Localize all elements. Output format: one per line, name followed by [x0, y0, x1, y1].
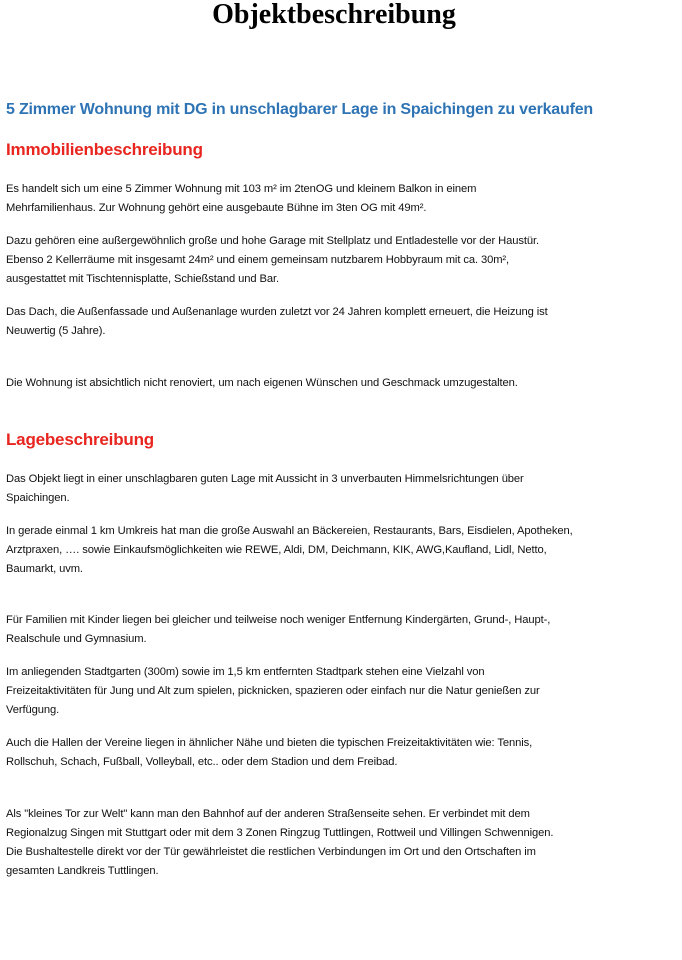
- text-line: Für Familien mit Kinder liegen bei gleicher und teilweise noch weniger Entfernung Kindergärten, Grund-, Haupt-,: [6, 614, 551, 626]
- text-line: Neuwertig (5 Jahre).: [6, 325, 106, 337]
- text-line: Realschule und Gymnasium.: [6, 633, 147, 645]
- paragraph-renovierung: [6, 374, 662, 393]
- paragraph-garage-keller: [6, 232, 662, 289]
- paragraph-lage-verkehr: [6, 805, 662, 881]
- text-line: Im anliegenden Stadtgarten (300m) sowie im 1,5 km entfernten Stadtpark stehen eine Vielzahl von: [6, 666, 485, 678]
- paragraph-lage-einkauf: [6, 522, 662, 579]
- text-line: Dazu gehören eine außergewöhnlich große und hohe Garage mit Stellplatz und Entladestelle vor der Haustür.: [6, 235, 540, 247]
- section-heading-immobilienbeschreibung: Immobilienbeschreibung: [6, 140, 203, 159]
- text-line: Regionalzug Singen mit Stuttgart oder mit dem 3 Zonen Ringzug Tuttlingen, Rottweil und Villingen Schwennigen.: [6, 827, 554, 839]
- text-line: Ebenso 2 Kellerräume mit insgesamt 24m² und einem gemeinsam nutzbarem Hobbyraum mit ca. 30m²,: [6, 254, 510, 266]
- text-line: Verfügung.: [6, 704, 60, 716]
- text-line: Freizeitaktivitäten für Jung und Alt zum spielen, picknicken, spazieren oder einfach nur die Natur genießen zur: [6, 685, 540, 697]
- text-line: Auch die Hallen der Vereine liegen in ähnlicher Nähe und bieten die typischen Freizeitaktivitäten wie: Tennis,: [6, 737, 533, 749]
- text-line: ausgestattet mit Tischtennisplatte, Schießstand und Bar.: [6, 273, 279, 285]
- text-line: Mehrfamilienhaus. Zur Wohnung gehört eine ausgebaute Bühne im 3ten OG mit 49m².: [6, 202, 427, 214]
- text-line: Das Dach, die Außenfassade und Außenanlage wurden zuletzt vor 24 Jahren komplett erneuert, die Heizung ist: [6, 306, 548, 318]
- text-line: Spaichingen.: [6, 492, 70, 504]
- text-line: Arztpraxen, …. sowie Einkaufsmöglichkeiten wie REWE, Aldi, DM, Deichmann, KIK, AWG,Kaufland, Lidl, Netto,: [6, 544, 547, 556]
- text-line: Die Wohnung ist absichtlich nicht renoviert, um nach eigenen Wünschen und Geschmack umzugestalten.: [6, 377, 518, 389]
- text-line: gesamten Landkreis Tuttlingen.: [6, 865, 159, 877]
- text-line: Das Objekt liegt in einer unschlagbaren guten Lage mit Aussicht in 3 unverbauten Himmelsrichtungen über: [6, 473, 524, 485]
- paragraph-lage-aussicht: [6, 470, 662, 508]
- paragraph-lage-familien: [6, 611, 662, 649]
- text-line: Baumarkt, uvm.: [6, 563, 83, 575]
- paragraph-lage-freizeit: [6, 663, 662, 720]
- section-heading-lagebeschreibung: Lagebeschreibung: [6, 430, 154, 449]
- paragraph-wohnung: [6, 180, 662, 218]
- text-line: Die Bushaltestelle direkt vor der Tür gewährleistet die restlichen Verbindungen im Ort und den Ortschaften im: [6, 846, 536, 858]
- text-line: Es handelt sich um eine 5 Zimmer Wohnung mit 103 m² im 2tenOG und kleinem Balkon in einem: [6, 183, 477, 195]
- paragraph-lage-vereine: [6, 734, 662, 772]
- document-title: Objektbeschreibung: [212, 0, 456, 30]
- text-line: In gerade einmal 1 km Umkreis hat man die große Auswahl an Bäckereien, Restaurants, Bars, Eisdielen, Apotheken,: [6, 525, 573, 537]
- document-subtitle: 5 Zimmer Wohnung mit DG in unschlagbarer Lage in Spaichingen zu verkaufen: [6, 101, 593, 118]
- text-line: Als "kleines Tor zur Welt" kann man den Bahnhof auf der anderen Straßenseite sehen. Er verbindet mit dem: [6, 808, 530, 820]
- paragraph-dach-heizung: [6, 303, 662, 341]
- text-line: Rollschuh, Schach, Fußball, Volleyball, etc.. oder dem Stadion und dem Freibad.: [6, 756, 398, 768]
